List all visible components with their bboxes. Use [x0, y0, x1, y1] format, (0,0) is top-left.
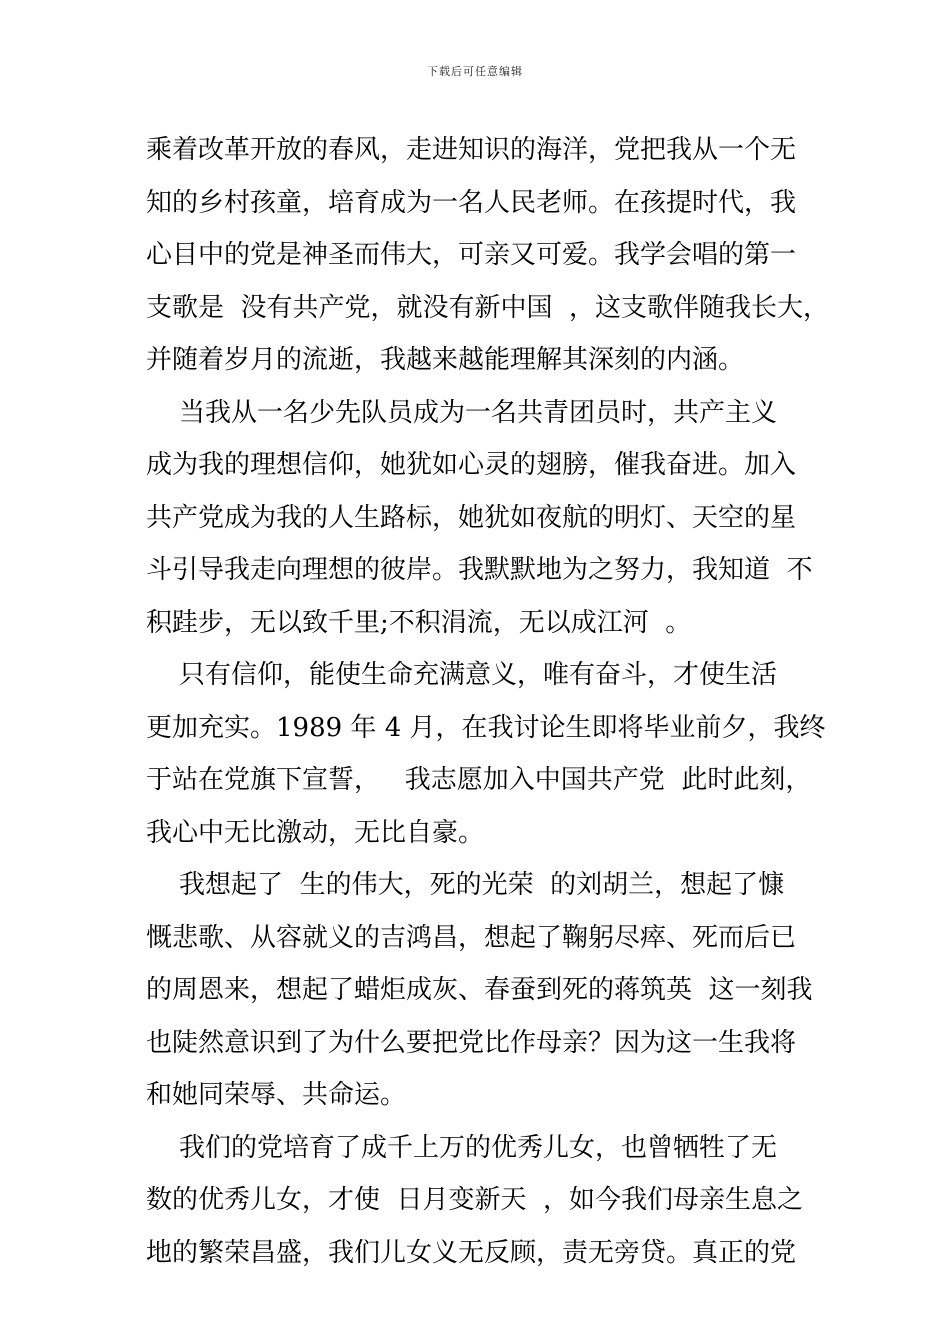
text-line: 斗引导我走向理想的彼岸。我默默地为之努力，我知道 不: [146, 555, 813, 585]
text-line: 当我从一名少先队员成为一名共青团员时，共产主义: [146, 397, 778, 428]
text-line: 数的优秀儿女，才使 日月变新天 ，如今我们母亲生息之: [146, 1185, 804, 1215]
text-line: 的周恩来，想起了蜡炬成灰、春蚕到死的蒋筑英 这一刻我: [146, 975, 813, 1005]
text-line: 心目中的党是神圣而伟大，可亲又可爱。我学会唱的第一: [146, 240, 797, 270]
text-line: 并随着岁月的流逝，我越来越能理解其深刻的内涵。: [146, 345, 745, 375]
text-line: 于站在党旗下宣誓， 我志愿加入中国共产党 此时此刻，: [146, 765, 812, 795]
text-line: 积跬步，无以致千里;不积涓流，无以成江河 。: [146, 607, 692, 638]
page-header: 下载后可任意编辑: [427, 65, 523, 78]
text-line: 乘着改革开放的春风，走进知识的海洋，党把我从一个无: [146, 135, 797, 165]
text-line: 地的繁荣昌盛，我们儿女义无反顾，责无旁贷。真正的党: [146, 1237, 797, 1268]
text-line: 我们的党培育了成千上万的优秀儿女，也曾牺牲了无: [146, 1132, 778, 1163]
document-body: [146, 124, 830, 1279]
text-line: 成为我的理想信仰，她犹如心灵的翅膀，催我奋进。加入: [146, 450, 797, 480]
text-line: 也陡然意识到了为什么要把党比作母亲？因为这一生我将: [146, 1027, 797, 1058]
text-line: 知的乡村孩童，培育成为一名人民老师。在孩提时代，我: [146, 187, 797, 218]
text-line: 慨悲歌、从容就义的吉鸿昌，想起了鞠躬尽瘁、死而后已: [146, 922, 797, 953]
text-line: 和她同荣辱、共命运。: [146, 1080, 407, 1110]
text-line: 共产党成为我的人生路标，她犹如夜航的明灯、天空的星: [146, 502, 797, 533]
text-line: 只有信仰，能使生命充满意义，唯有奋斗，才使生活: [146, 660, 778, 690]
text-line: 我想起了 生的伟大，死的光荣 的刘胡兰，想起了慷: [146, 870, 785, 900]
text-line: 更加充实。1989 年 4 月，在我讨论生即将毕业前夕，我终: [146, 712, 826, 743]
text-line: 我心中无比激动，无比自豪。: [146, 817, 485, 848]
text-line: 支歌是 没有共产党，就没有新中国 ，这支歌伴随我长大，: [146, 292, 830, 323]
